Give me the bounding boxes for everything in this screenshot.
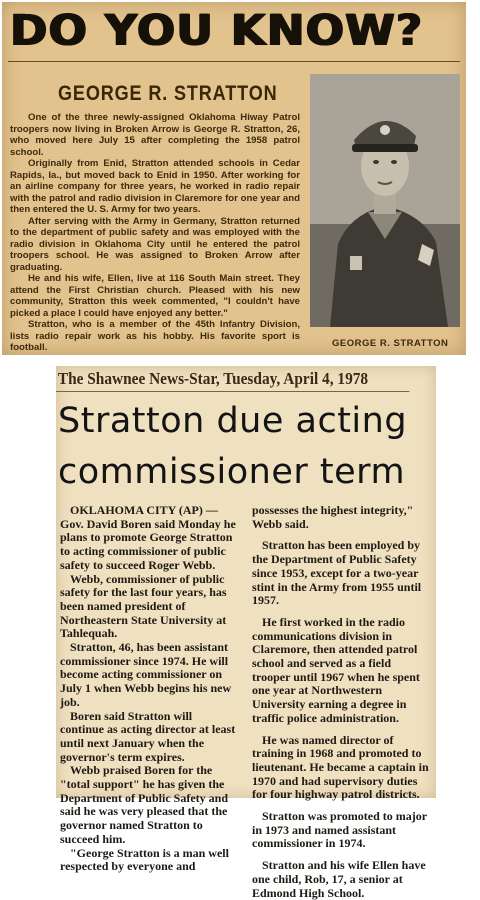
paragraph: He was named director of training in 1968 and promoted to lieutenant. He became a captain in 1970 and had supervisory duties for four highway patrol districts. (252, 732, 429, 802)
paragraph: Originally from Enid, Stratton attended schools in Cedar Rapids, Ia., but moved back to Enid in 1950. After working for an airline company for three years, he worked in radio repair with the patrol and radio division in Claremore for one year and then entered the U. S. Army for two years. (10, 158, 300, 215)
paragraph: Webb, commissioner of public safety for the last four years, has been named president of Northeastern State University at Tahlequah. (60, 571, 227, 641)
article-title (58, 396, 434, 498)
paragraph: Stratton has been employed by the Department of Public Safety since 1953, except for a two-year stint in the Army from 1955 until 1957. (252, 538, 422, 608)
name-heading: GEORGE R. STRATTON (58, 82, 278, 105)
divider (8, 61, 460, 62)
paragraph: Stratton, who is a member of the 45th Infantry Division, lists radio repair work as his hobby. His favorite sport is football. (10, 319, 300, 353)
right-column (252, 504, 430, 900)
paragraph: Stratton was promoted to major in 1973 and named assistant commissioner in 1974. (252, 809, 427, 851)
paragraph: One of the three newly-assigned Oklahoma Hiway Patrol troopers now living in Broken Arrow is George R. Stratton, 26, who moved here July 15 after completing the 1958 patrol school. (10, 112, 300, 158)
clipping-do-you-know (2, 2, 466, 355)
clipping-news-star (56, 366, 436, 900)
newspaper-masthead: The Shawnee News-Star, Tuesday, April 4, 1978 (56, 366, 409, 392)
title-line: commissioner term (58, 452, 406, 492)
title-line: Stratton due acting (58, 401, 408, 441)
paragraph: Stratton and his wife Ellen have one child, Rob, 17, a senior at Edmond High School. (252, 858, 426, 900)
paragraph: possesses the highest integrity," Webb said. (252, 503, 414, 531)
paragraph: Webb praised Boren for the "total support" he has given the Department of Public Safety and said he was very pleased that the governor named Stratton to succeed him. (60, 763, 228, 846)
paragraph: "George Stratton is a man well respected by everyone and (60, 845, 229, 874)
left-column (60, 504, 238, 874)
photo-caption: GEORGE R. STRATTON (332, 338, 449, 349)
paragraph: After serving with the Army in Germany, Stratton returned to the department of public safety and was employed with the radio division in Oklahoma City until he entered the patrol troopers school. He was assigned to Broken Arrow after graduating. (10, 215, 300, 273)
paragraph: He first worked in the radio communications division in Claremore, then attended patrol school and served as a field trooper until 1967 when he spent one year at Northwestern University earning a degree in traffic police administration. (252, 614, 420, 725)
paragraph: Boren said Stratton will continue as acting director at least until next January when the governor's term expires. (60, 708, 236, 764)
paragraph: OKLAHOMA CITY (AP) — Gov. David Boren said Monday he plans to promote George Stratton to acting commissioner of public safety to succeed Roger Webb. (60, 503, 236, 572)
paragraph: He and his wife, Ellen, live at 116 South Main street. They attend the First Christian church. Pleased with his new community, Stratton this week commented, "I couldn't have picked a place I could have enjoyed any better." (10, 273, 300, 319)
article-body (10, 112, 300, 354)
portrait-photo (310, 74, 460, 327)
headline: DO YOU KNOW? (10, 6, 424, 56)
paragraph: Stratton, 46, has been assistant commissioner since 1974. He will become acting commissioner on July 1 when Webb begins his new job. (60, 640, 232, 709)
